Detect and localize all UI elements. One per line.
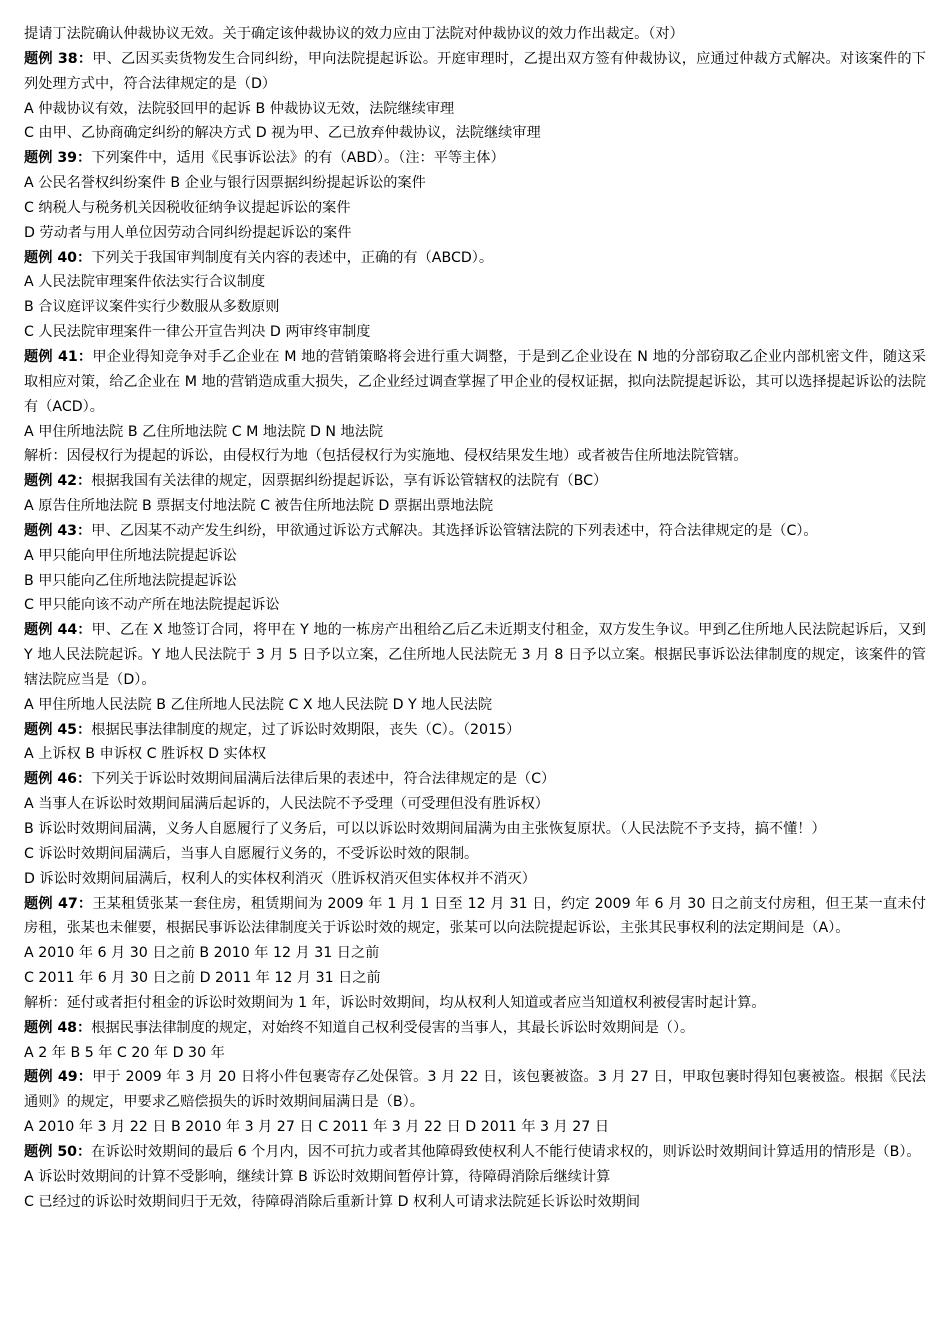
text-line	[24, 320, 926, 345]
question-paragraph	[24, 47, 926, 97]
paragraph-text: 解析：延付或者拒付租金的诉讼时效期间为 1 年，诉讼时效期间，均从权利人知道或者应当知道权利被侵害时起计算。	[24, 994, 766, 1011]
paragraph-text: A 人民法院审理案件依法实行合议制度	[24, 274, 266, 291]
paragraph-text: C 人民法院审理案件一律公开宣告判决 D 两审终审制度	[24, 324, 371, 341]
text-line	[24, 295, 926, 320]
text-line	[24, 742, 926, 767]
paragraph-text: 甲、乙因某不动产发生纠纷，甲欲通过诉讼方式解决。其选择诉讼管辖法院的下列表述中，符合法律规定的是（C）。	[91, 522, 818, 539]
text-line	[24, 1190, 926, 1215]
question-paragraph	[24, 618, 926, 693]
question-paragraph	[24, 767, 926, 792]
paragraph-text: C 纳税人与税务机关因税收征纳争议提起诉讼的案件	[24, 199, 351, 216]
text-line	[24, 420, 926, 445]
text-line	[24, 1165, 926, 1190]
paragraph-text: A 原告住所地法院 B 票据支付地法院 C 被告住所地法院 D 票据出票地法院	[24, 498, 494, 515]
text-line	[24, 593, 926, 618]
paragraph-text: A 诉讼时效期间的计算不受影响，继续计算 B 诉讼时效期间暂停计算，待障碍消除后继续计算	[24, 1168, 611, 1185]
paragraph-text: A 公民名誉权纠纷案件 B 企业与银行因票据纠纷提起诉讼的案件	[24, 175, 426, 192]
paragraph-text: C 诉讼时效期间届满后，当事人自愿履行义务的，不受诉讼时效的限制。	[24, 845, 479, 862]
text-line	[24, 444, 926, 469]
paragraph-text: A 仲裁协议有效，法院驳回甲的起诉 B 仲裁协议无效，法院继续审理	[24, 100, 455, 117]
paragraph-text: 甲企业得知竞争对手乙企业在 M 地的营销策略将会进行重大调整，于是到乙企业设在 N 地的分部窃取乙企业内部机密文件，随这采取相应对策，给乙企业在 M 地的营销造成重大损失，乙企业经过调查掌握了甲企业的侵权证据，拟向法院提起诉讼，其可以选择提起诉讼的法院有（ACD）。	[24, 348, 926, 415]
question-paragraph	[24, 892, 926, 942]
question-paragraph	[24, 718, 926, 743]
text-line	[24, 221, 926, 246]
paragraph-text: A 当事人在诉讼时效期间届满后起诉的，人民法院不予受理（可受理但没有胜诉权）	[24, 796, 549, 813]
paragraph-text: C 2011 年 6 月 30 日之前 D 2011 年 12 月 31 日之前	[24, 970, 381, 987]
paragraph-text: A 甲住所地人民法院 B 乙住所地人民法院 C X 地人民法院 D Y 地人民法院	[24, 696, 493, 713]
question-paragraph	[24, 1065, 926, 1115]
paragraph-text: B 诉讼时效期间届满，义务人自愿履行了义务后，可以以诉讼时效期间届满为由主张恢复原状。（人民法院不予支持，搞不懂！）	[24, 821, 826, 837]
paragraph-text: A 甲住所地法院 B 乙住所地法院 C M 地法院 D N 地法院	[24, 423, 384, 440]
question-paragraph	[24, 1140, 926, 1165]
paragraph-text: A 2010 年 6 月 30 日之前 B 2010 年 12 月 31 日之前	[24, 945, 380, 962]
paragraph-text: 甲、乙在 X 地签订合同，将甲在 Y 地的一栋房产出租给乙后乙未近期支付租金，双方发生争议。甲到乙住所地人民法院起诉后，又到 Y 地人民法院起诉。Y 地人民法院于 3 月 5 日予以立案，乙住所地人民法院无 3 月 8 日予以立案。根据民事诉讼法律制度的规定，该案件的管辖法院应当是（D）。	[24, 622, 926, 688]
paragraph-text: A 上诉权 B 申诉权 C 胜诉权 D 实体权	[24, 746, 267, 763]
text-line	[24, 196, 926, 221]
question-label: 题例 44：	[24, 622, 92, 639]
question-label: 题例 42：	[24, 473, 92, 490]
text-line	[24, 569, 926, 594]
question-paragraph	[24, 1016, 926, 1041]
paragraph-text: C 已经过的诉讼时效期间归于无效，待障碍消除后重新计算 D 权利人可请求法院延长诉讼时效期间	[24, 1193, 641, 1210]
text-line	[24, 941, 926, 966]
paragraph-text: D 诉讼时效期间届满后，权利人的实体权利消灭（胜诉权消灭但实体权并不消灭）	[24, 870, 536, 887]
question-label: 题例 41：	[24, 348, 93, 365]
question-label: 题例 43：	[24, 522, 92, 539]
text-line	[24, 867, 926, 892]
question-label: 题例 49：	[24, 1069, 93, 1086]
paragraph-text: C 甲只能向该不动产所在地法院提起诉讼	[24, 597, 280, 614]
paragraph-text: 根据民事法律制度的规定，过了诉讼时效期限，丧失（C）。（2015）	[91, 721, 521, 738]
question-label: 题例 50：	[24, 1143, 92, 1160]
paragraph-text: 下列案件中，适用《民事诉讼法》的有（ABD）。（注：平等主体）	[91, 150, 505, 167]
question-label: 题例 48：	[24, 1019, 92, 1036]
text-line	[24, 966, 926, 991]
paragraph-text: C 由甲、乙协商确定纠纷的解决方式 D 视为甲、乙已放弃仲裁协议，法院继续审理	[24, 125, 541, 142]
paragraph-text: 解析：因侵权行为提起的诉讼，由侵权行为地（包括侵权行为实施地、侵权结果发生地）或者被告住所地法院管辖。	[24, 448, 748, 465]
paragraph-text: D 劳动者与用人单位因劳动合同纠纷提起诉讼的案件	[24, 224, 352, 241]
question-paragraph	[24, 246, 926, 271]
text-line	[24, 22, 926, 47]
text-line	[24, 494, 926, 519]
paragraph-text: 王某租赁张某一套住房，租赁期间为 2009 年 1 月 1 日至 12 月 31 日，约定 2009 年 6 月 30 日之前支付房租，但王某一直未付房租，张某也未催要，根据民事诉讼法律制度关于诉讼时效的规定，张某可以向法院提起诉讼，主张其民事权利的法定期间是（A）。	[24, 895, 926, 937]
text-line	[24, 792, 926, 817]
question-paragraph	[24, 146, 926, 171]
paragraph-text: A 2010 年 3 月 22 日 B 2010 年 3 月 27 日 C 2011 年 3 月 22 日 D 2011 年 3 月 27 日	[24, 1119, 610, 1136]
question-label: 题例 47：	[24, 895, 93, 912]
text-line	[24, 693, 926, 718]
text-line	[24, 270, 926, 295]
paragraph-text: B 甲只能向乙住所地法院提起诉讼	[24, 572, 237, 589]
text-line	[24, 97, 926, 122]
paragraph-text: 甲、乙因买卖货物发生合同纠纷，甲向法院提起诉讼。开庭审理时，乙提出双方签有仲裁协议，应通过仲裁方式解决。对该案件的下列处理方式中，符合法律规定的是（D）	[24, 50, 926, 92]
question-label: 题例 46：	[24, 771, 92, 788]
paragraph-text: B 合议庭评议案件实行少数服从多数原则	[24, 299, 280, 316]
text-line	[24, 1041, 926, 1066]
question-label: 题例 38：	[24, 50, 93, 67]
text-line	[24, 991, 926, 1016]
text-line	[24, 1115, 926, 1140]
question-label: 题例 45：	[24, 721, 92, 738]
question-paragraph	[24, 345, 926, 420]
paragraph-text: 下列关于诉讼时效期间届满后法律后果的表述中，符合法律规定的是（C）	[91, 771, 556, 788]
question-paragraph	[24, 469, 926, 494]
paragraph-text: 甲于 2009 年 3 月 20 日将小件包裹寄存乙处保管。3 月 22 日，该包裹被盗。3 月 27 日，甲取包裹时得知包裹被盗。根据《民法通则》的规定，甲要求乙赔偿损失的诉时效期间届满日是（B）。	[24, 1069, 926, 1111]
question-label: 题例 40：	[24, 249, 92, 266]
paragraph-text: 根据我国有关法律的规定，因票据纠纷提起诉讼，享有诉讼管辖权的法院有（BC）	[91, 473, 608, 490]
question-paragraph	[24, 519, 926, 544]
paragraph-text: 根据民事法律制度的规定，对始终不知道自己权利受侵害的当事人，其最长诉讼时效期间是（）。	[91, 1019, 695, 1036]
text-line	[24, 171, 926, 196]
paragraph-text: 在诉讼时效期间的最后 6 个月内，因不可抗力或者其他障碍致使权利人不能行使请求权的，则诉讼时效期间计算适用的情形是（B）。	[91, 1143, 921, 1160]
text-line	[24, 121, 926, 146]
paragraph-text: A 2 年 B 5 年 C 20 年 D 30 年	[24, 1044, 225, 1061]
paragraph-text: 下列关于我国审判制度有关内容的表述中，正确的有（ABCD）。	[91, 249, 494, 266]
text-line	[24, 842, 926, 867]
paragraph-text: 提请丁法院确认仲裁协议无效。关于确定该仲裁协议的效力应由丁法院对仲裁协议的效力作出裁定。（对）	[24, 26, 684, 42]
paragraph-text: A 甲只能向甲住所地法院提起诉讼	[24, 547, 237, 564]
text-line	[24, 544, 926, 569]
text-line	[24, 817, 926, 842]
question-label: 题例 39：	[24, 150, 92, 167]
